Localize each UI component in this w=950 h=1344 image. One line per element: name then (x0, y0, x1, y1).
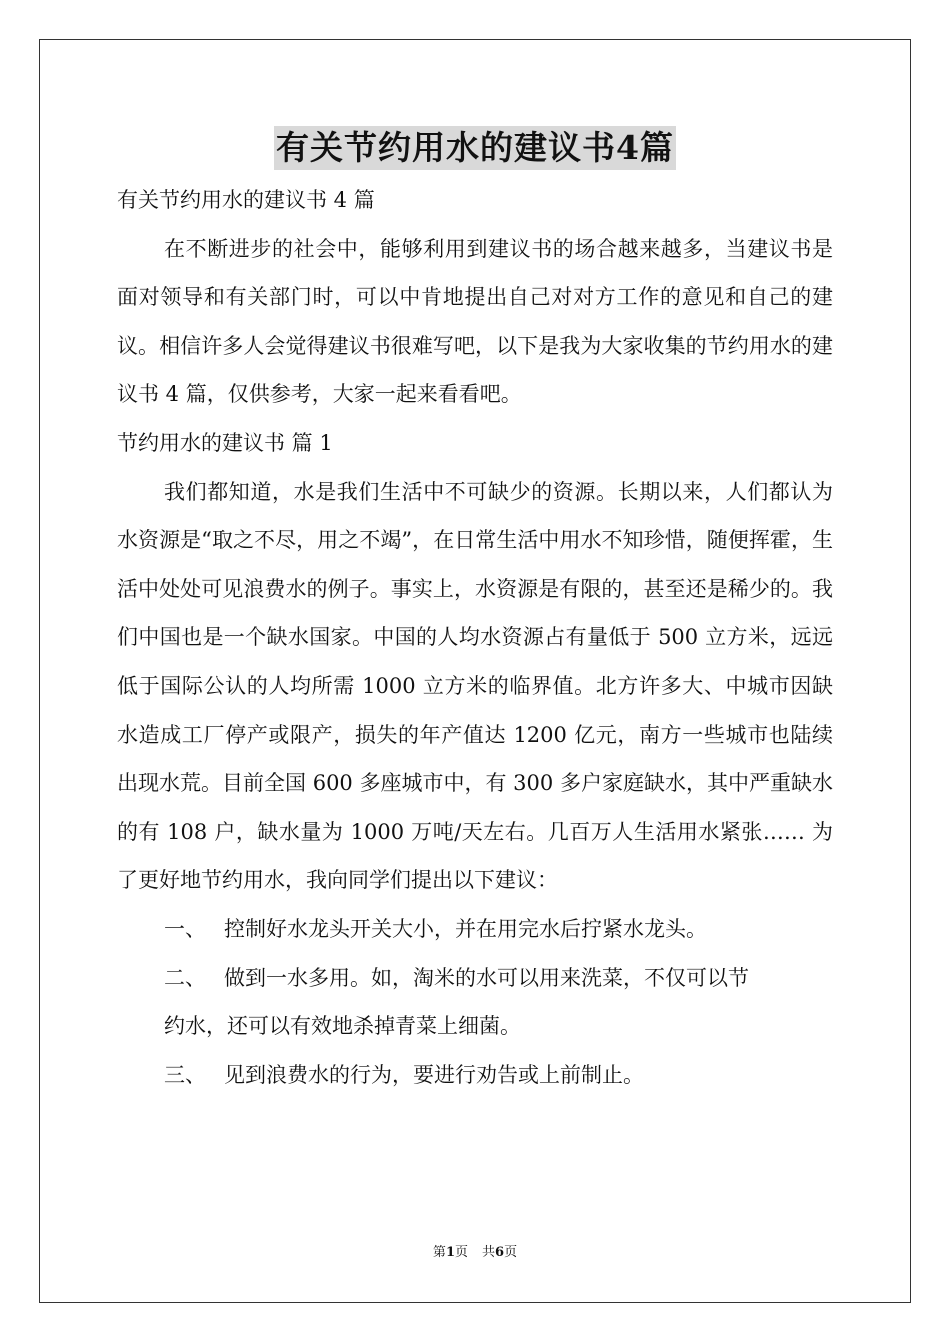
document-subtitle: 有关节约用水的建议书 4 篇 (117, 188, 375, 212)
section-heading: 节约用水的建议书 篇 1 (117, 430, 333, 455)
page-prefix: 第 (432, 1245, 446, 1260)
document-title: 有关节约用水的建议书4篇 (274, 126, 676, 170)
suggestion-text: 做到一水多用。如，淘米的水可以用来洗菜，不仅可以节 (224, 965, 749, 990)
suggestion-item (117, 905, 833, 954)
document-body (117, 176, 833, 1099)
title-wrap (0, 126, 950, 170)
page-footer (0, 1243, 950, 1263)
suggestion-item (117, 954, 833, 1003)
suggestion-continuation: 约水，还可以有效地杀掉青菜上细菌。 (164, 1014, 521, 1039)
page-number: 1 (445, 1245, 455, 1260)
total-prefix: 共 (482, 1245, 496, 1260)
body-paragraph: 我们都知道，水是我们生活中不可缺少的资源。长期以来，人们都认为水资源是“取之不尽，用之不竭”，在日常生活中用水不知珍惜，随便挥霍，生活中处处可见浪费水的例子。事实上，水资源是有限的，甚至还是稀少的。我们中国也是一个缺水国家。中国的人均水资源占有量低于 500 立方米，远远低于国际公认的人均所需 1000 立方米的临界值。北方许多大、中城市因缺水造成工厂停产或限产，损失的年产值达 1200 亿元，南方一些城市也陆续出现水荒。目前全国 600 多座城市中，有 300 多户家庭缺水，其中严重缺水的有 108 户，缺水量为 1000 万吨/天左右。几百万人生活用水紧张…… 为了更好地节约用水，我向同学们提出以下建议： (117, 479, 833, 893)
suggestion-number: 三、 (164, 1062, 206, 1087)
suggestion-number: 一、 (164, 916, 206, 941)
suggestion-text: 见到浪费水的行为，要进行劝告或上前制止。 (224, 1062, 644, 1087)
intro-paragraph: 在不断进步的社会中，能够利用到建议书的场合越来越多，当建议书是面对领导和有关部门时，可以中肯地提出自己对对方工作的意见和自己的建议。相信许多人会觉得建议书很难写吧，以下是我为大家收集的节约用水的建议书 4 篇，仅供参考，大家一起来看看吧。 (117, 236, 833, 407)
suggestion-text: 控制好水龙头开关大小，并在用完水后拧紧水龙头。 (224, 916, 707, 941)
suggestion-number: 二、 (164, 965, 206, 990)
total-pages: 6 (495, 1245, 505, 1260)
suggestion-item (117, 1051, 833, 1100)
total-suffix: 页 (504, 1245, 518, 1260)
page-suffix: 页 (454, 1245, 468, 1260)
